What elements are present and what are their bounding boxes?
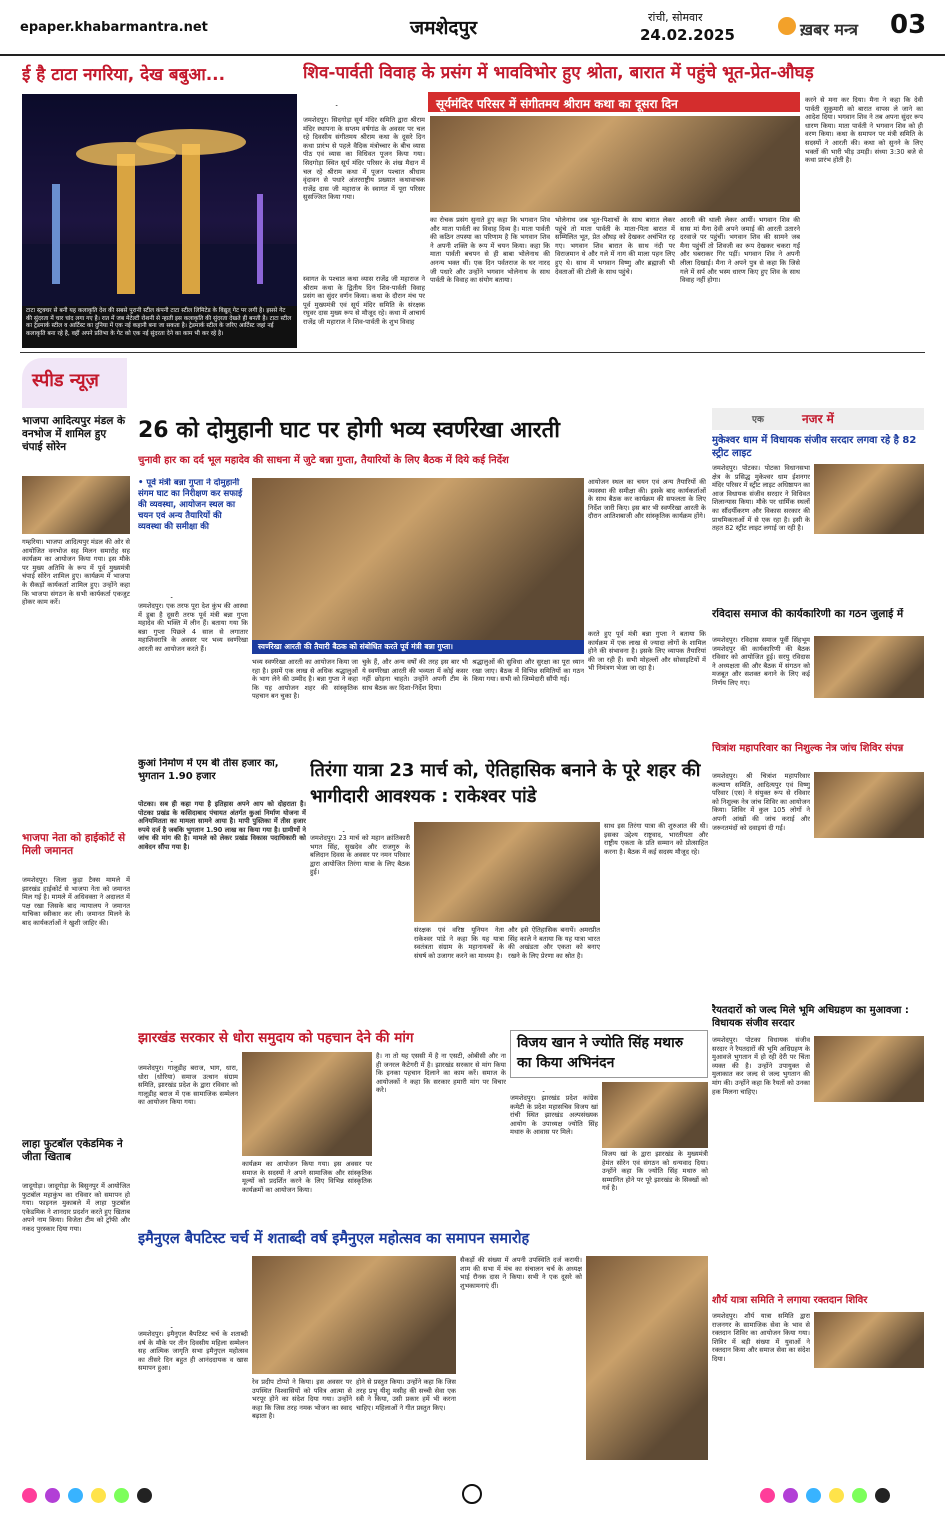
tata-sculpture-illustration (22, 94, 297, 306)
issue-date: 24.02.2025 (640, 26, 735, 44)
katha-col-6: करने से मना कर दिया। मैना ने कहा कि देवी पार्वती सुकुमारी को बारात वापस ले जाने का आदेश दिया। भगवान शिव ने तब अपना सुंदर रूप धारण किया। माता पार्वती ने भगवान शिव को ही वरण किया। कथा के समापन पर मंत्री समिति के सदस्यों ने आरती की। कथा को सुनने के लिए भक्तों की भारी भीड़ उमड़ी। संध्या 3:30 बजे से कथा प्रारंभ होती है। (805, 96, 923, 165)
aarti-col-4: श्रद्धालुओं की सुविधा और सुरक्षा का पूरा ध्यान रखा जाए। बैठक में विभिन्न समितियों का गठन किया गया। सभी को जिम्मेदारी सौंपी गई। (472, 658, 584, 684)
tiranga-headline: तिरंगा यात्रा 23 मार्च को, ऐतिहासिक बनाने के पूरे शहर की भागीदारी आवश्यक : राकेश्वर पांडे (310, 760, 701, 807)
right-2-headline: रविदास समाज की कार्यकारिणी का गठन जुलाई में (712, 608, 904, 620)
church-headline: इमैनुएल बैपटिस्ट चर्च में शताब्दी वर्ष इमैनुएल महोत्सव का समापन समारोह (138, 1231, 530, 1247)
masthead (0, 0, 945, 56)
dhobi-col-2: कार्यक्रम का आयोजन किया गया। इस अवसर पर समाज के सदस्यों ने अपने सामाजिक और सांस्कृतिक मूल्यों को प्रदर्शित करने के लिए विभिन्न सांस्कृतिक कार्यक्रमों का आयोजन किया। (242, 1160, 372, 1194)
site-url[interactable]: epaper.khabarmantra.net (20, 20, 208, 35)
speed-3-headline: लाहा फुटबॉल एकेडमिक ने जीता खिताब (22, 1138, 123, 1163)
tiranga-col-3: और इसे ऐतिहासिक बनायें। अमरप्रीत सिंह काले ने बताया कि यह यात्रा भारत की अखंडता और एकता को बनाए रखने के लिए प्रेरणा का स्रोत है। (508, 926, 600, 960)
color-swatch (852, 1488, 867, 1503)
katha-subhead: सूर्यमंदिर परिसर में संगीतमय श्रीराम कथा का दूसरा दिन (436, 97, 678, 111)
tata-headline: ई है टाटा नगरिया, देख बबुआ... (22, 65, 226, 85)
aarti-byline (138, 588, 248, 598)
color-swatch (875, 1488, 890, 1503)
speed-1-photo (22, 476, 130, 534)
church-col-4: सैकड़ों की संख्या में अपनी उपस्थिति दर्ज करायी। शाम की सभा में मंच का संचालन चर्च के अध्यक्ष भाई रौनक दास ने किया। सभी ने एक दूसरे को शुभकामनाएं दीं। (460, 1256, 582, 1290)
aarti-col-5: आयोजन स्थल का चयन एवं अन्य तैयारियों की व्यवस्था की समीक्षा की। इसके बाद कार्यकर्ताओं के साथ बैठक कर कार्यक्रम की सफलता के लिए निर्देश जारी किए। इस बार भी स्वर्णरेखा आरती के दौरान आतिशबाजी और सांस्कृतिक कार्यक्रम होंगे। (588, 478, 706, 521)
vijay-photo (602, 1082, 708, 1148)
dhobi-headline-box (138, 1028, 508, 1050)
right-4-photo (814, 1036, 924, 1102)
speed-1-text: गम्हरिया। भाजपा आदित्यपुर मंडल की ओर से आयोजित वनभोज सह मिलन समारोह सह कार्यक्रम का आयोजन किया गया। इस मौके पर मुख्य अतिथि के रूप में पूर्व मुख्यमंत्री चंपाई सोरेन शामिल हुए। कार्यक्रम में भाजपा के सैकड़ों कार्यकर्ता शामिल हुए। उन्होंने कहा कि भाजपा संगठन के सभी कार्यकर्ता एकजुट होकर काम करें। (22, 538, 130, 607)
katha-photo (430, 116, 800, 212)
right-2-text: जमशेदपुर। रविदास समाज पूर्वी सिंहभूम जमशेदपुर की कार्यकारिणी की बैठक रविवार को आयोजित हुई। सरयु रविदास ने अध्यक्षता की और बैठक में संगठन को मजबूत और सशक्त बनाने के लिए कई निर्णय लिए गए। (712, 636, 810, 687)
aarti-headline: 26 को दोमुहानी घाट पर होगी भव्य स्वर्णरेखा आरती (138, 418, 560, 443)
right-4-text: जमशेदपुर। पोटका विधायक संजीव सरदार ने रैयतदारों की भूमि अधिग्रहण के मुआवजे भुगतान में हो रही देरी पर चिंता व्यक्त की है। उन्होंने उपायुक्त से मुलाकात कर जल्द से जल्द भुगतान की मांग की। उन्होंने कहा कि रैयतों को उनका हक मिलना चाहिए। (712, 1036, 810, 1096)
tata-photo (22, 94, 297, 306)
right-2-photo (814, 636, 924, 698)
logo-text: ख़बर मन्त्र (800, 20, 858, 39)
church-photo (252, 1256, 456, 1374)
aarti-col-2: भव्य स्वर्णरेखा आरती का आयोजन किया जा रहा है। इसमें एक लाख से अधिक श्रद्धालुओं के भाग लेने की उम्मीद है। बन्ना गुप्ता ने कहा कि यह आयोजन शहर की सांस्कृतिक पहचान बन चुका है। (252, 658, 358, 701)
registration-mark-icon (462, 1484, 482, 1504)
church-byline (138, 1318, 248, 1328)
color-swatch (760, 1488, 775, 1503)
katha-col-3: का रोचक प्रसंग सुनाते हुए कहा कि भगवान शिव और माता पार्वती का विवाह दिव्य है। माता पार्वती की कठिन तपस्या का परिणाम है कि भगवान शिव ने अपनी शक्ति के रूप में चयन किया। कहा कि माता पार्वती बचपन से ही बाबा भोलेनाथ की अनन्य भक्त थीं। एक दिन पर्वतराज के घर नारद जी पधारे और उन्होंने भगवान भोलेनाथ के साथ पार्वती के विवाह का संयोग बताया। (430, 216, 550, 285)
city-name: जमशेदपुर (410, 17, 478, 39)
print-footer (0, 1476, 945, 1517)
place-day: रांची, सोमवार (648, 11, 703, 24)
right-3-headline: चित्रांश महापरिवार का निशुल्क नेत्र जांच शिविर संपन्न (712, 743, 904, 754)
katha-subhead-bar (428, 92, 800, 112)
kuan-text: पोटका। सब ही कहा गया है इतिहास अपने आप को दोहराता है। पोटका प्रखंड के कसिदाबाद पंचायत अंतर्गत कुआं निर्माण योजना में अनियमितता का मामला सामने आया है। मापी पुस्तिका में तीस हजार रुपये दर्ज है जबकि भुगतान 1.90 लाख का किया गया है। ग्रामीणों ने जांच की मांग की है। मामले को लेकर प्रखंड विकास पदाधिकारी को आवेदन सौंपा गया है। (138, 800, 306, 851)
divider (20, 352, 925, 353)
color-swatch (114, 1488, 129, 1503)
page-number: 03 (890, 10, 927, 40)
right-5-text: जमशेदपुर। शौर्य यात्रा समिति द्वारा राजनगर के सामाजिक सेवा के भाव से रक्तदान शिविर का आयोजन किया गया। शिविर में बड़ी संख्या में युवाओं ने रक्तदान किया और समाज सेवा का संदेश दिया। (712, 1312, 810, 1363)
right-1-photo (814, 464, 924, 534)
right-1-text: जमशेदपुर। पोटका। पोटका विधानसभा क्षेत्र के प्रसिद्ध मुकेश्वर धाम ईशनगर मंदिर परिसर में स्ट्रीट लाइट अधिष्ठापन का आज विधायक संजीव सरदार ने विधिवत शिलान्यास किया। मौके पर धार्मिक स्थलों का सौंदर्यीकरण और विकास सरकार की प्राथमिकताओं में से एक रहा है। इसी के तहत 82 स्ट्रीट लाइट लगाई जा रही है। (712, 464, 810, 533)
church-photo-2 (586, 1256, 708, 1460)
aarti-col-3: चुके हैं, और अन्य वर्षों की तरह इस बार भी ये स्वर्णरेखा आरती की भव्यता में कोई कसर नहीं छोड़ना चाहते। उन्होंने अपनी टीम के साथ बैठक कर दिशा-निर्देश दिया। (362, 658, 468, 692)
color-swatches-right (760, 1488, 890, 1503)
katha-headline-box (303, 60, 923, 88)
color-swatch (783, 1488, 798, 1503)
right-4-headline: रैयतदारों को जल्द मिले भूमि अधिग्रहण का मुआवजा : विधायक संजीव सरदार (712, 1005, 909, 1029)
ek-nazar-bar (712, 408, 924, 430)
aarti-col-6: करते हुए पूर्व मंत्री बन्ना गुप्ता ने बताया कि कार्यक्रम में एक लाख से ज्यादा लोगों के शामिल होने की संभावना है। इसके लिए व्यापक तैयारियां की जा रही हैं। सभी मोहल्लों और सोसाइटियों में भी निमंत्रण भेजा जा रहा है। (588, 630, 706, 673)
speed-2-headline: भाजपा नेता को हाईकोर्ट से मिली जमानत (22, 832, 126, 857)
color-swatch (829, 1488, 844, 1503)
speed-news-badge (22, 358, 127, 408)
vijay-headline: विजय खान ने ज्योति सिंह मथारु का किया अभिनंदन (510, 1030, 708, 1078)
right-3-photo (814, 772, 924, 838)
color-swatch (806, 1488, 821, 1503)
right-5-headline: शौर्य यात्रा समिति ने लगाया रक्तदान शिविर (712, 1295, 868, 1306)
nazar-label: नजर में (802, 412, 834, 426)
aarti-bullet: • पूर्व मंत्री बन्ना गुप्ता ने दोमुहानी संगम घाट का निरीक्षण कर सफाई की व्यवस्था, आयोजन स्थल का चयन एवं अन्य तैयारियों की व्यवस्था की समीक्षा की (138, 478, 243, 532)
speed-2-text: जमशेदपुर। जिला कुड़ा टैक्स मामले में झारखंड हाईकोर्ट से भाजपा नेता को जमानत मिल गई है। मामले में अधिवक्ता ने अदालत में पक्ष रखा जिसके बाद न्यायालय ने जमानत याचिका स्वीकार कर ली। जमानत मिलने के बाद कार्यकर्ताओं ने खुशी जाहिर की। (22, 876, 130, 927)
vijay-byline (510, 1082, 600, 1092)
kuan-headline: कुआं निर्माण में एम बी तीस हजार का, भुगतान 1.90 हजार (138, 758, 279, 782)
tata-caption: टाटा स्ट्रक्चर से बनी यह कलाकृति देश की सबसे पुरानी स्टील कंपनी टाटा स्टील लिमिटेड के विद्युत् गेट पर लगी है। इससे गेट की सुंदरता में चार चांद लगा गए है। रात में जब मेटेल्टी रोशनी से न्हाती इस कलाकृति की सुंदरता देखते ही बनती है। टाटा स्टील का ट्रेडमार्क स्टील व आर्टिस्ट का दुनिया में एक नई कहानी बना जा सकता है। ट्रेडमार्क स्टील के जरिए आर्टिस्ट जहां नई कलाकृति बना रहे है, वहीं अपने प्रतिभा के गेट को एक नई सुंदरता देने का काम भी कर रहे है। (22, 306, 297, 348)
dhobi-col-1: जमशेदपुर। गालूडीह बराज, भाग, धारा, धोरा (धोरिया) समाज उत्थान संग्राम समिति, झारखंड प्रदेश के द्वारा रविवार को गालूडीह बराज में एक सामाजिक सम्मेलन का आयोजन किया गया। (138, 1064, 238, 1107)
color-swatch (22, 1488, 37, 1503)
church-col-1: जमशेदपुर। इमैनुएल बैपटिस्ट चर्च के शताब्दी वर्ष के मौके पर तीन दिवसीय महिला सम्मेलन सह आत्मिक जागृति सभा इमैनुएल महोत्सव का तीसरे दिन बहुत ही आनंददायक व खास समापन हुआ। (138, 1330, 248, 1373)
tiranga-byline (310, 822, 410, 832)
church-headline-box (138, 1228, 708, 1252)
dhobi-headline: झारखंड सरकार से धोरा समुदाय को पहचान देने की मांग (138, 1030, 414, 1046)
color-swatch (91, 1488, 106, 1503)
speed-news-label: स्पीड न्यूज़ (32, 370, 99, 391)
aarti-headline-box (138, 414, 708, 448)
tata-headline-box (22, 62, 297, 92)
color-swatches-left (22, 1488, 152, 1503)
dhobi-byline (138, 1052, 238, 1062)
logo-icon (778, 17, 796, 35)
tiranga-col-4: साथ इस तिरंगा यात्रा की शुरुआत की थी। इसका उद्देश्य राष्ट्रवाद, भारतीयता और राष्ट्रीय एकता के प्रति सम्मान को प्रोत्साहित करना है। बैठक में कई सदस्य मौजूद रहे। (604, 822, 708, 856)
color-swatch (45, 1488, 60, 1503)
katha-col-2: स्वागत के पश्चात कथा व्यास राजेंद्र जी महाराज ने श्रीराम कथा के द्वितीय दिन शिव-पार्वती विवाह प्रसंग का सुंदर वर्णन किया। कथा के दौरान मंच पर पूर्व मुख्यमंत्री एवं सूर्य मंदिर समिति के संरक्षक रघुवर दास मुख्य रूप से मौजूद रहे। कथा में आचार्य राजेंद्र जी महाराज ने शिव-पार्वती के शुभ विवाह (303, 275, 425, 326)
aarti-subhead-box (138, 452, 708, 474)
church-col-3: होने से प्रस्तुत किया। उन्होंने कहा कि जिस तरह प्रभु यीशु मसीह की सच्ची सेवा एक स्त्री ने किया, उसी प्रकार हमें भी करना चाहिए। महिलाओं ने गीत प्रस्तुत किए। (356, 1378, 456, 1412)
ek-label: एक (752, 415, 764, 425)
color-swatch (137, 1488, 152, 1503)
aarti-subhead: चुनावी हार का दर्द भूल महादेव की साधना में जुटे बन्ना गुप्ता, तैयारियों के लिए बैठक में दिये कई निर्देश (138, 455, 509, 466)
right-1-headline: मुकेश्वर धाम में विधायक संजीव सरदार लगवा रहे है 82 स्ट्रीट लाइट (712, 435, 917, 459)
color-swatch (68, 1488, 83, 1503)
katha-col-5: आरती की थाली लेकर आयीं। भगवान शिव की सास मां मैना देवी अपने जमाई की आरती उतारने दरवाजे पर पहुंचीं। भगवान शिव की सामने जब मैना पहुंचीं तो शिवजी का रूप देखकर चकरा गईं और घबराकर गिर पड़ीं। भगवान शिव ने अपनी लीला दिखाई। मैना ने अपने पुत्र से कहा कि जिसे गले में सर्प और भस्म धारण किए हुए शिव के साथ विवाह नहीं होगा। (680, 216, 800, 285)
tiranga-photo-1 (414, 822, 600, 922)
katha-byline (303, 96, 428, 106)
vijay-col-1: जमशेदपुर। झारखंड प्रदेश कांग्रेस कमेटी के प्रदेश महासचिव विजय खां रांची स्थित झारखंड अल्पसंख्यक आयोग के उपाध्यक्ष ज्योति सिंह मथारु के आवास पर मिले। (510, 1094, 598, 1137)
right-5-photo (814, 1312, 924, 1368)
dhobi-col-3: है। ना तो यह एससी में है ना एसटी, ओबीसी और ना ही जनरल कैटेगरी में है। झारखंड सरकार से मांग किया कि इनका पहचान दिलाने का काम करें। समाज के आयोजकों ने कहा कि सरकार हमारी मांग पर विचार करे। (376, 1052, 506, 1095)
katha-col-1: जमशेदपुर। सिदगोड़ा सूर्य मंदिर समिति द्वारा श्रीराम मंदिर स्थापना के सप्तम वर्षगांठ के अवसर पर चल रहे दिवसीय संगीतमय श्रीराम कथा के दूसरे दिन कथा प्रारंभ से पहले वैदिक मंत्रोच्चार के बीच व्यास पीठ एवं व्यास का विधिवत पूजन किया गया। सिदगोड़ा स्थित सूर्य मंदिर परिसर के शंख मैदान में चल रहे श्रीराम कथा में पूजन पश्चात श्रीधाम वृंदावन से पधारे अंतरराष्ट्रीय प्रख्यात कथावाचक राजेंद्र दास जी महाराज के स्वागत में पूरा परिसर सुसज्जित किया गया। (303, 116, 425, 202)
church-col-2: रेव प्रदीप टोप्पो ने किया। इस अवसर पर उपस्थित विश्वासियों को पवित्र आत्मा से भरपूर होने का संदेश दिया गया। उन्होंने कहा कि जिस तरह नमक भोजन का स्वाद बढ़ाता है। (252, 1378, 352, 1421)
speed-3-text: जादूगोड़ा। जादूगोड़ा के बिसुनपुर में आयोजित फुटबॉल महाकुंभ का रविवार को समापन हो गया। फाइनल मुकाबले में लाहा फुटबॉल एकेडमिक ने शानदार प्रदर्शन करते हुए खिताब अपने नाम किया। विजेता टीम को ट्रॉफी और नकद पुरस्कार दिया गया। (22, 1182, 130, 1233)
katha-headline: शिव-पार्वती विवाह के प्रसंग में भावविभोर हुए श्रोता, बारात में पहुंचे भूत-प्रेत-औघड़ (303, 63, 814, 83)
dhobi-photo (242, 1052, 372, 1156)
tiranga-col-2: संरक्षक एवं वरिष्ठ यूनियन नेता राकेश्वर पांडे ने कहा कि यह यात्रा स्वतंत्रता संग्राम के महानायकों के संघर्ष को उजागर करने का माध्यम है। (414, 926, 504, 960)
right-3-text: जमशेदपुर। श्री चित्रांश महापरिवार कल्याण समिति, आदित्यपुर एवं विष्णु परिवार (एस) ने संयुक्त रूप से रविवार को निशुल्क नेत्र जांच शिविर का आयोजन किया। शिविर में कुल 105 लोगों ने अपनी आंखों की जांच कराई और जरूरतमंदों को दवाइयां दी गईं। (712, 772, 810, 832)
vijay-col-2: विजय खां के द्वारा झारखंड के मुख्यमंत्री हेमंत सोरेन एवं संगठन को धन्यवाद दिया। उन्होंने कहा कि ज्योति सिंह मथारु को सम्मानित होने पर पूरे झारखंड के सिक्खों को गर्व है। (602, 1150, 708, 1193)
aarti-col-1: जमशेदपुर। एक तरफ पूरा देश कुंभ की आस्था में डूबा है दूसरी तरफ पूर्व मंत्री बन्ना गुप्ता महादेव की भक्ति में लीन हैं। बताया गया कि बन्ना गुप्ता पिछले 4 साल से लगातार महाशिवरात्रि के अवसर पर भव्य स्वर्णरेखा आरती का आयोजन करते हैं। (138, 602, 248, 653)
speed-1-headline: भाजपा आदित्यपुर मंडल के वनभोज में शामिल हुए चंपाई सोरेन (22, 415, 126, 453)
aarti-caption: स्वर्णरेखा आरती की तैयारी बैठक को संबोधित करते पूर्व मंत्री बन्ना गुप्ता। (252, 640, 584, 654)
katha-col-4: भोलेनाथ जब भूत-पिशाचों के साथ बारात लेकर पहुंचे तो माता पार्वती के माता-पिता बारात में सम्मिलित भूत, प्रेत औघड़ को देखकर अचंभित रह गए। भगवान शिव बारात के साथ नंदी पर विराजमान थे और गले में नाग की माला पहन लिए हुए थे। साथ में भगवान विष्णु और ब्रह्माजी भी देवताओं की टोली के साथ पहुंचे। (555, 216, 675, 276)
aarti-photo (252, 478, 584, 640)
tiranga-col-1: जमशेदपुर। 23 मार्च को महान क्रांतिकारी भगत सिंह, सुखदेव और राजगुरु के बलिदान दिवस के अवसर पर नमन परिवार द्वारा आयोजित तिरंगा यात्रा के लिए बैठक हुई। (310, 834, 410, 877)
